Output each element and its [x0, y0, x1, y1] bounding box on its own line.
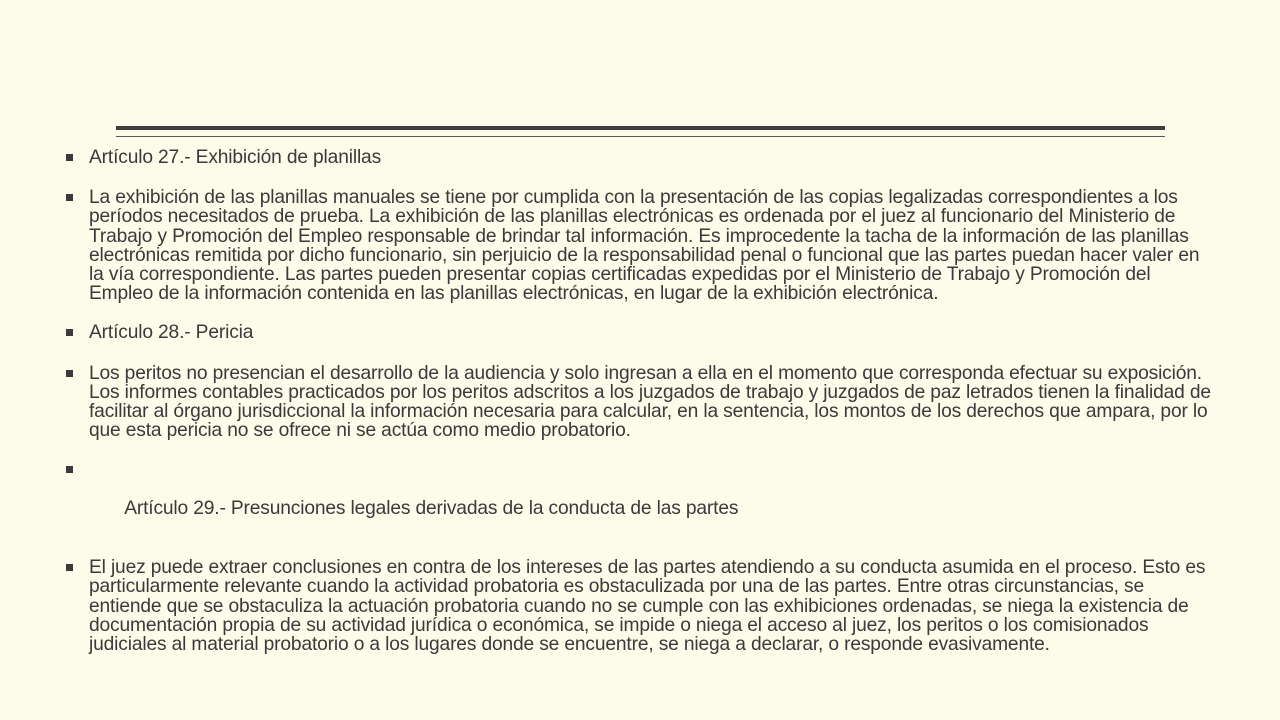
square-bullet-icon	[66, 194, 73, 201]
list-item-art28-title	[66, 323, 1216, 342]
list-item-art28-body	[66, 364, 1216, 441]
item-text: Artículo 28.- Pericia	[89, 322, 254, 344]
bullet-list	[66, 148, 1216, 654]
list-item-art29-title	[66, 460, 1216, 537]
item-text: Artículo 27.- Exhibición de planillas	[89, 147, 382, 168]
square-bullet-icon	[66, 370, 73, 377]
square-bullet-icon	[66, 466, 73, 473]
header-rule-thin	[116, 136, 1165, 137]
item-text: Artículo 29.- Presunciones legales derivadas de la conducta de las partes	[120, 497, 739, 519]
list-item-art29-body	[66, 558, 1216, 654]
list-item-art27-body	[66, 188, 1216, 303]
square-bullet-icon	[66, 329, 73, 336]
item-text: La exhibición de las planillas manuales se tiene por cumplida con la presentación de las copias legalizadas correspondientes a los períodos necesitados de prueba. La exhibición de las planillas electrónicas es ordenada por el juez al funcionario del Ministerio de Trabajo y Promoción del Empleo responsable de brindar tal información. Es improcedente la tacha de la información de las planillas electrónicas remitida por dicho funcionario, sin perjuicio de la responsabilidad penal o funcional que las partes puedan hacer valer en la vía correspondiente. Las partes pueden presentar copias certificadas expedidas por el Ministerio de Trabajo y Promoción del Empleo de la información contenida en las planillas electrónicas, en lugar de la exhibición electrónica.	[89, 187, 1200, 305]
square-bullet-icon	[66, 564, 73, 571]
list-item-art27-title	[66, 148, 1216, 167]
item-text: Los peritos no presencian el desarrollo de la audiencia y solo ingresan a ella en el momento que corresponda efectuar su exposición. Los informes contables practicados por los peritos adscritos a los juzgados de trabajo y juzgados de paz letrados tienen la finalidad de facilitar al órgano jurisdiccional la información necesaria para calcular, en la sentencia, los montos de los derechos que ampara, por lo que esta pericia no se ofrece ni se actúa como medio probatorio.	[89, 362, 1211, 442]
item-text: El juez puede extraer conclusiones en contra de los intereses de las partes atendiendo a su conducta asumida en el proceso. Esto es particularmente relevante cuando la actividad probatoria es obstaculizada por una de las partes. Entre otras circunstancias, se entiende que se obstaculiza la actuación probatoria cuando no se cumple con las exhibiciones ordenadas, se niega la existencia de documentación propia de su actividad jurídica o económica, se impide o niega el acceso al juez, los peritos o los comisionados judiciales al material probatorio o a los lugares donde se encuentre, se niega a declarar, o responde evasivamente.	[89, 557, 1206, 656]
header-rule-thick	[116, 126, 1165, 130]
square-bullet-icon	[66, 154, 73, 161]
